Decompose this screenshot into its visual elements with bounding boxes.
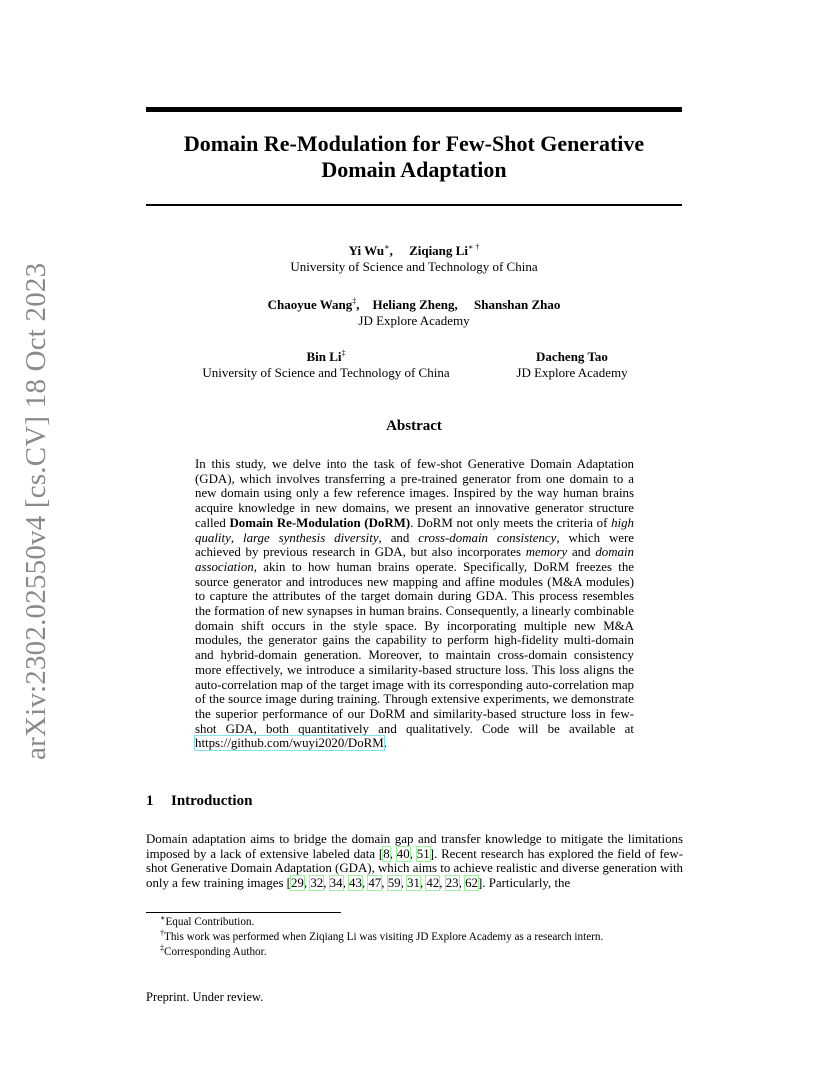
- citation-link[interactable]: 51: [416, 846, 430, 861]
- author-mark: ∗: [384, 242, 390, 252]
- author-bin-li: Bin Li: [306, 349, 342, 364]
- author-ziqiang-li: Ziqiang Li: [409, 243, 468, 258]
- citation-link[interactable]: 32: [310, 876, 324, 891]
- citation-link[interactable]: 59: [387, 876, 401, 891]
- citation-link[interactable]: 47: [368, 876, 382, 891]
- affiliation-ustc: University of Science and Technology of China: [290, 259, 538, 274]
- author-heliang-zheng: Heliang Zheng: [372, 297, 455, 312]
- author-block-3-left: [176, 349, 476, 381]
- title-line-2: Domain Adaptation: [321, 157, 507, 182]
- arxiv-identifier-stamp: arXiv:2302.02550v4 [cs.CV] 18 Oct 2023: [20, 262, 52, 760]
- title-line-1: Domain Re-Modulation for Few-Shot Generative: [183, 131, 645, 156]
- citation-link[interactable]: 62: [465, 876, 478, 891]
- introduction-paragraph: Domain adaptation aims to bridge the domain gap and transfer knowledge to mitigate the limitations imposed by a lack of extensive labeled data [8, 40, 51]. Recent research has explored the field of few-shot Generative Domain Adaptation (GDA), which aims to achieve realistic and diverse generation with only a few training images [29, 32, 34, 43, 47, 59, 31, 42, 23, 62]. Particularly, the: [146, 832, 683, 891]
- citation-link[interactable]: 8: [383, 846, 390, 861]
- footnote-rule: [146, 912, 341, 913]
- author-block-2: Chaoyue Wang‡, Heliang Zheng, Shanshan Zhao JD Explore Academy: [146, 297, 682, 329]
- author-chaoyue-wang: Chaoyue Wang: [267, 297, 353, 312]
- title-top-rule: [146, 107, 682, 112]
- footnote-3: ‡Corresponding Author.: [160, 943, 267, 958]
- affiliation-ustc-2: University of Science and Technology of China: [202, 365, 450, 380]
- citation-link[interactable]: 34: [329, 876, 343, 891]
- affiliation-jd-2: JD Explore Academy: [516, 365, 628, 380]
- citation-link[interactable]: 23: [445, 876, 459, 891]
- citation-link[interactable]: 40: [396, 846, 410, 861]
- paper-title: [146, 131, 682, 183]
- author-dacheng-tao: Dacheng Tao: [536, 349, 608, 364]
- author-mark: ‡: [352, 296, 357, 306]
- footnote-1: ∗Equal Contribution.: [160, 913, 255, 928]
- author-mark: ∗ †: [467, 242, 480, 252]
- author-shanshan-zhao: Shanshan Zhao: [474, 297, 561, 312]
- citation-link[interactable]: 29: [290, 876, 304, 891]
- author-mark: ‡: [341, 348, 346, 358]
- title-bottom-rule: [146, 204, 682, 206]
- author-block-1: Yi Wu∗, Ziqiang Li∗ † University of Science and Technology of China: [146, 243, 682, 275]
- preprint-notice: Preprint. Under review.: [146, 990, 264, 1004]
- affiliation-jd: JD Explore Academy: [358, 313, 470, 328]
- citation-link[interactable]: 31: [407, 876, 420, 891]
- abstract-heading: Abstract: [386, 418, 442, 434]
- section-heading-introduction: 1 Introduction: [146, 793, 253, 809]
- author-yi-wu: Yi Wu: [348, 243, 385, 258]
- footnote-2: †This work was performed when Ziqiang Li was visiting JD Explore Academy as a research intern.: [160, 928, 604, 943]
- author-block-3-right: [497, 349, 647, 381]
- citation-link[interactable]: 42: [426, 876, 440, 891]
- code-repo-link[interactable]: https://github.com/wuyi2020/DoRM: [195, 736, 384, 751]
- abstract-body: In this study, we delve into the task of few-shot Generative Domain Adaptation (GDA), which involves transferring a pre-trained generator from one domain to a new domain using only a few reference images. Inspired by the way human brains acquire knowledge in new domains, we present an innovative generator structure called Domain Re-Modulation (DoRM). DoRM not only meets the criteria of high quality, large synthesis diversity, and cross-domain consistency, which were achieved by previous research in GDA, but also incorporates memory and domain association, akin to how human brains operate. Specifically, DoRM freezes the source generator and introduces new mapping and affine modules (M&A modules) to capture the attributes of the target domain during GDA. This process resembles the formation of new synapses in human brains. Consequently, a linearly combinable domain shift occurs in the style space. By incorporating multiple new M&A modules, the generator gains the capability to perform high-fidelity multi-domain and hybrid-domain generation. Moreover, to maintain cross-domain consistency more effectively, we introduce a similarity-based structure loss. This loss aligns the auto-correlation map of the target image with its corresponding auto-correlation map of the source image during training. Through extensive experiments, we demonstrate the superior performance of our DoRM and similarity-based structure loss in few-shot GDA, both quantitatively and qualitatively. Code will be available at https://github.com/wuyi2020/DoRM.: [195, 457, 635, 751]
- citation-link[interactable]: 43: [349, 876, 362, 891]
